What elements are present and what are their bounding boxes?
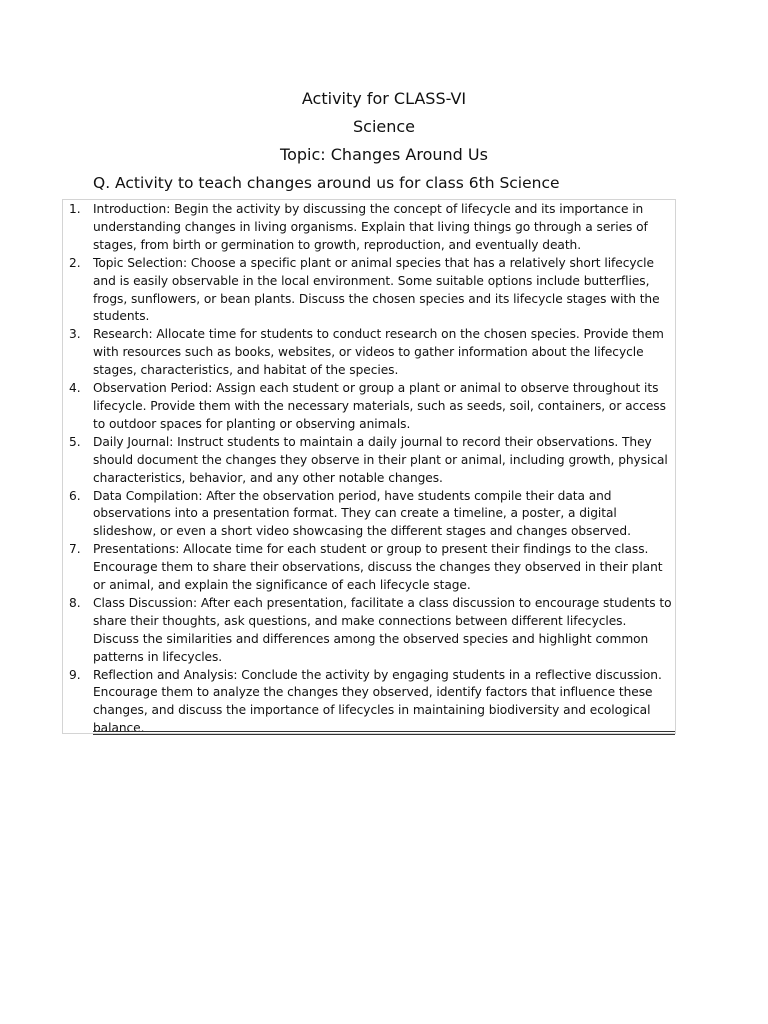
- step-number: 9.: [69, 667, 81, 682]
- step-item: [63, 595, 675, 667]
- step-text: Topic Selection: Choose a specific plant or animal species that has a relatively short lifecycle and is easily observable in the local environment. Some suitable options include butterflies, frogs, sunflowers, or bean plants. Discuss the chosen species and its lifecycle stages with the students.: [93, 255, 660, 324]
- step-text: Class Discussion: After each presentation, facilitate a class discussion to encourage students to share their thoughts, ask questions, and make connections between different lifecycles. Discuss the similarities and differences among the observed species and highlight common patterns in lifecycles.: [93, 595, 672, 664]
- step-number: 5.: [69, 434, 81, 449]
- topic-heading: Topic: Changes Around Us: [280, 145, 488, 164]
- step-text: Observation Period: Assign each student or group a plant or animal to observe throughout its lifecycle. Provide them with the necessary materials, such as seeds, soil, containers, or access to outdoor spaces for planting or observing animals.: [93, 381, 666, 431]
- step-text: Presentations: Allocate time for each student or group to present their findings to the class. Encourage them to share their observations, discuss the changes they observed in their plant or animal, and explain the significance of each lifecycle stage.: [93, 542, 663, 593]
- step-item: [63, 488, 675, 542]
- step-number: 3.: [69, 327, 81, 342]
- step-number: 7.: [69, 542, 81, 557]
- step-text: Research: Allocate time for students to conduct research on the chosen species. Provide them with resources such as books, websites, or videos to gather information about the lifecycle stages, characteristics, and habitat of the species.: [93, 327, 664, 378]
- activity-steps-box: [62, 199, 676, 734]
- step-item: [63, 541, 675, 595]
- step-item: [63, 326, 675, 380]
- subject-heading: Science: [352, 117, 416, 136]
- double-underline-divider: [93, 731, 675, 735]
- question-text: Q. Activity to teach changes around us for class 6th Science: [93, 174, 560, 192]
- step-item: [63, 434, 675, 488]
- step-number: 6.: [69, 488, 81, 503]
- activity-steps-list: [63, 201, 675, 738]
- step-text: Data Compilation: After the observation period, have students compile their data and observations into a presentation format. They can create a timeline, a poster, a digital slideshow, or even a short video showcasing the different stages and changes observed.: [93, 488, 631, 539]
- step-item: [63, 380, 675, 434]
- step-number: 8.: [69, 595, 81, 610]
- step-text: Daily Journal: Instruct students to maintain a daily journal to record their observations. They should document the changes they observe in their plant or animal, including growth, physical characteristics, behavior, and any other notable changes.: [93, 434, 668, 485]
- step-item: [63, 255, 675, 327]
- step-text: Reflection and Analysis: Conclude the activity by engaging students in a reflective discussion. Encourage them to analyze the changes they observed, identify factors that influence these changes, and discuss the importance of lifecycles in maintaining biodiversity and ecological balance.: [93, 667, 662, 736]
- step-number: 2.: [69, 255, 81, 270]
- step-item: [63, 201, 675, 255]
- page-title: Activity for CLASS-VI: [301, 89, 467, 108]
- step-number: 1.: [69, 202, 81, 216]
- step-number: 4.: [69, 381, 81, 396]
- step-item: [63, 667, 675, 739]
- step-text: Introduction: Begin the activity by discussing the concept of lifecycle and its importance in understanding changes in living organisms. Explain that living things go through a series of stages, from birth or germination to growth, reproduction, and eventually death.: [93, 202, 648, 252]
